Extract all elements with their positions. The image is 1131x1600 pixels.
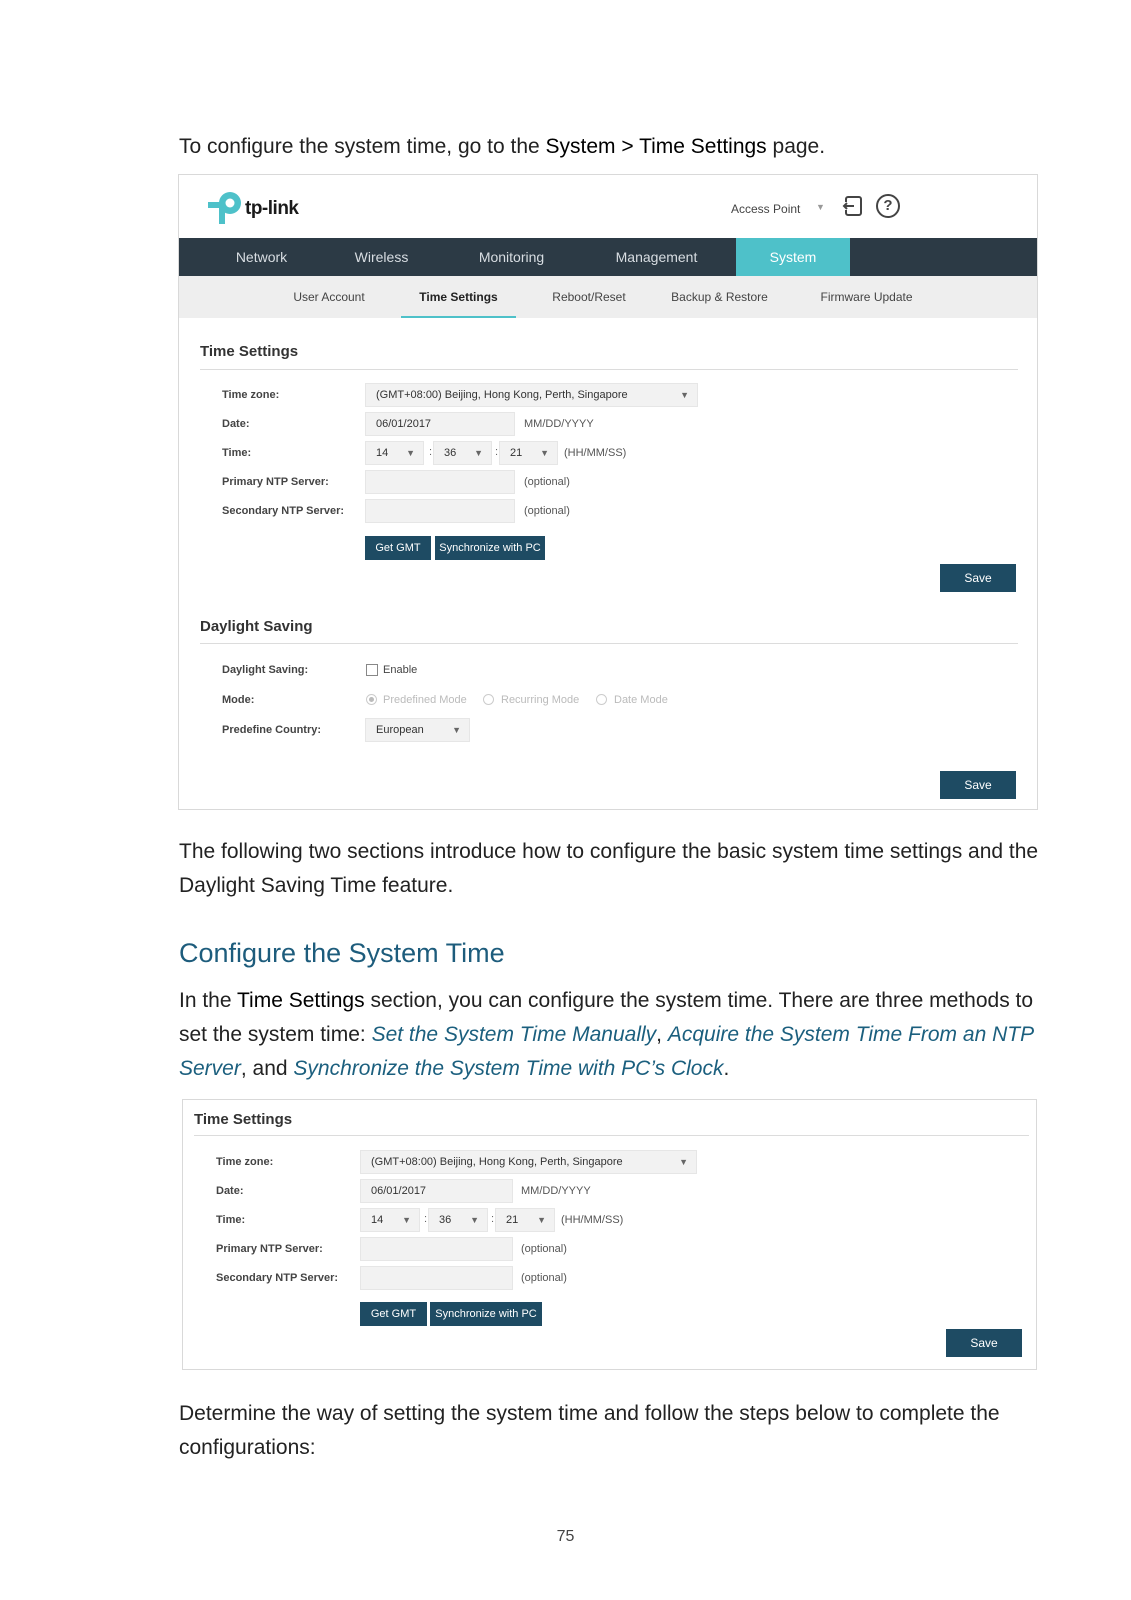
save-button[interactable]: Save bbox=[940, 564, 1016, 592]
save-button[interactable]: Save bbox=[946, 1329, 1022, 1357]
optional-hint: (optional) bbox=[521, 1243, 567, 1255]
screenshot-time-settings-section bbox=[182, 1099, 1037, 1370]
tab-backup-restore[interactable]: Backup & Restore bbox=[671, 290, 768, 304]
logout-icon[interactable] bbox=[841, 195, 863, 217]
help-icon[interactable]: ? bbox=[876, 194, 900, 218]
sync-with-pc-button[interactable]: Synchronize with PC bbox=[435, 536, 545, 560]
nav-wireless[interactable]: Wireless bbox=[354, 249, 409, 265]
time-separator: : bbox=[495, 446, 499, 458]
date-label: Date: bbox=[216, 1185, 244, 1197]
minute-select[interactable]: 36 ▼ bbox=[428, 1208, 488, 1232]
tab-reboot-reset[interactable]: Reboot/Reset bbox=[552, 290, 626, 304]
time-zone-select[interactable]: (GMT+08:00) Beijing, Hong Kong, Perth, Singapore ▼ bbox=[365, 383, 698, 407]
primary-ntp-label: Primary NTP Server: bbox=[222, 476, 329, 488]
intro-path: System > Time Settings bbox=[545, 135, 767, 158]
divider bbox=[200, 643, 1018, 644]
chevron-down-icon: ▼ bbox=[680, 390, 689, 400]
page-number: 75 bbox=[556, 1528, 575, 1545]
radio-recurring-mode[interactable] bbox=[483, 694, 494, 705]
nav-monitoring[interactable]: Monitoring bbox=[478, 249, 545, 265]
secondary-ntp-label: Secondary NTP Server: bbox=[222, 505, 345, 517]
section-heading: Configure the System Time bbox=[179, 938, 505, 968]
date-format-hint: MM/DD/YYYY bbox=[524, 418, 594, 430]
chevron-down-icon: ▼ bbox=[816, 202, 825, 212]
time-format-hint: (HH/MM/SS) bbox=[564, 447, 627, 459]
time-format-hint: (HH/MM/SS) bbox=[561, 1214, 624, 1226]
chevron-down-icon: ▼ bbox=[537, 1215, 546, 1225]
date-label: Date: bbox=[222, 418, 250, 430]
screenshot-time-settings-page bbox=[178, 174, 1038, 810]
date-mode-label: Date Mode bbox=[614, 694, 668, 706]
optional-hint: (optional) bbox=[521, 1272, 567, 1284]
radio-date-mode[interactable] bbox=[596, 694, 607, 705]
tab-user-account[interactable]: User Account bbox=[293, 290, 365, 304]
optional-hint: (optional) bbox=[524, 505, 570, 517]
time-zone-select[interactable]: (GMT+08:00) Beijing, Hong Kong, Perth, Singapore ▼ bbox=[360, 1150, 697, 1174]
divider bbox=[200, 369, 1018, 370]
chevron-down-icon: ▼ bbox=[452, 725, 461, 735]
link-ntp-server[interactable]: Acquire the System Time From an NTP Server bbox=[179, 1023, 1034, 1080]
section-title: Daylight Saving bbox=[200, 618, 313, 635]
primary-ntp-label: Primary NTP Server: bbox=[216, 1243, 323, 1255]
time-separator: : bbox=[491, 1213, 495, 1225]
paragraph-methods: In the Time Settings section, you can configure the system time. There are three methods to set the system time: Set the System Time Manually, Acquire the System Time From an NTP Server, and Synchronize the System Time with PC’s Clock. bbox=[179, 989, 1034, 1080]
nav-system[interactable]: System bbox=[736, 238, 850, 276]
paragraph-overview: The following two sections introduce how to configure the basic system time settings and the Daylight Saving Time feature. bbox=[179, 840, 1039, 897]
chevron-down-icon: ▼ bbox=[406, 448, 415, 458]
time-separator: : bbox=[429, 446, 433, 458]
time-separator: : bbox=[424, 1213, 428, 1225]
secondary-ntp-input[interactable] bbox=[365, 499, 515, 523]
hour-select[interactable]: 14 ▼ bbox=[360, 1208, 420, 1232]
recurring-mode-label: Recurring Mode bbox=[501, 694, 580, 706]
date-field[interactable]: 06/01/2017 bbox=[365, 412, 515, 436]
optional-hint: (optional) bbox=[524, 476, 570, 488]
mode-label: Mode: bbox=[222, 694, 255, 706]
time-label: Time: bbox=[216, 1214, 246, 1226]
section-title: Time Settings bbox=[194, 1111, 293, 1128]
secondary-ntp-input[interactable] bbox=[360, 1266, 513, 1290]
primary-ntp-input[interactable] bbox=[360, 1237, 513, 1261]
divider bbox=[194, 1135, 1029, 1136]
chevron-down-icon: ▼ bbox=[470, 1215, 479, 1225]
sub-nav bbox=[179, 276, 1037, 318]
enable-checkbox[interactable] bbox=[366, 664, 378, 676]
radio-predefined-mode[interactable] bbox=[366, 694, 377, 705]
tab-firmware-update[interactable]: Firmware Update bbox=[820, 290, 913, 304]
chevron-down-icon: ▼ bbox=[402, 1215, 411, 1225]
date-field[interactable]: 06/01/2017 bbox=[360, 1179, 513, 1203]
minute-select[interactable]: 36 ▼ bbox=[433, 441, 492, 465]
enable-label: Enable bbox=[383, 664, 418, 676]
get-gmt-button[interactable]: Get GMT bbox=[365, 536, 431, 560]
paragraph-steps: Determine the way of setting the system time and follow the steps below to complete the configurations: bbox=[179, 1402, 1000, 1459]
get-gmt-button[interactable]: Get GMT bbox=[360, 1302, 427, 1326]
predefine-country-label: Predefine Country: bbox=[222, 724, 322, 736]
time-zone-label: Time zone: bbox=[216, 1156, 274, 1168]
tp-link-logo-icon bbox=[206, 189, 244, 225]
sync-with-pc-button[interactable]: Synchronize with PC bbox=[430, 1302, 542, 1326]
save-button[interactable]: Save bbox=[940, 771, 1016, 799]
top-bar bbox=[179, 175, 1037, 238]
link-set-manually[interactable]: Set the System Time Manually bbox=[371, 1023, 657, 1046]
link-sync-pc[interactable]: Synchronize the System Time with PC’s Clock bbox=[293, 1057, 724, 1080]
nav-network[interactable]: Network bbox=[235, 249, 288, 265]
chevron-down-icon: ▼ bbox=[474, 448, 483, 458]
nav-management[interactable]: Management bbox=[615, 249, 698, 265]
main-nav bbox=[179, 238, 1037, 276]
predefined-mode-label: Predefined Mode bbox=[383, 694, 467, 706]
second-select[interactable]: 21 ▼ bbox=[499, 441, 558, 465]
section-title: Time Settings bbox=[200, 343, 299, 360]
intro-text: To configure the system time, go to the System > Time Settings page. bbox=[179, 135, 826, 158]
date-format-hint: MM/DD/YYYY bbox=[521, 1185, 591, 1197]
time-label: Time: bbox=[222, 447, 252, 459]
second-select[interactable]: 21 ▼ bbox=[495, 1208, 555, 1232]
primary-ntp-input[interactable] bbox=[365, 470, 515, 494]
secondary-ntp-label: Secondary NTP Server: bbox=[216, 1272, 339, 1284]
logo-text: tp-link bbox=[245, 198, 299, 219]
chevron-down-icon: ▼ bbox=[540, 448, 549, 458]
hour-select[interactable]: 14 ▼ bbox=[365, 441, 424, 465]
tab-time-settings[interactable]: Time Settings bbox=[401, 276, 516, 318]
chevron-down-icon: ▼ bbox=[679, 1157, 688, 1167]
daylight-saving-label: Daylight Saving: bbox=[222, 664, 309, 676]
access-point-dropdown[interactable]: Access Point bbox=[731, 202, 801, 216]
time-zone-label: Time zone: bbox=[222, 389, 280, 401]
country-select[interactable]: European ▼ bbox=[365, 718, 470, 742]
